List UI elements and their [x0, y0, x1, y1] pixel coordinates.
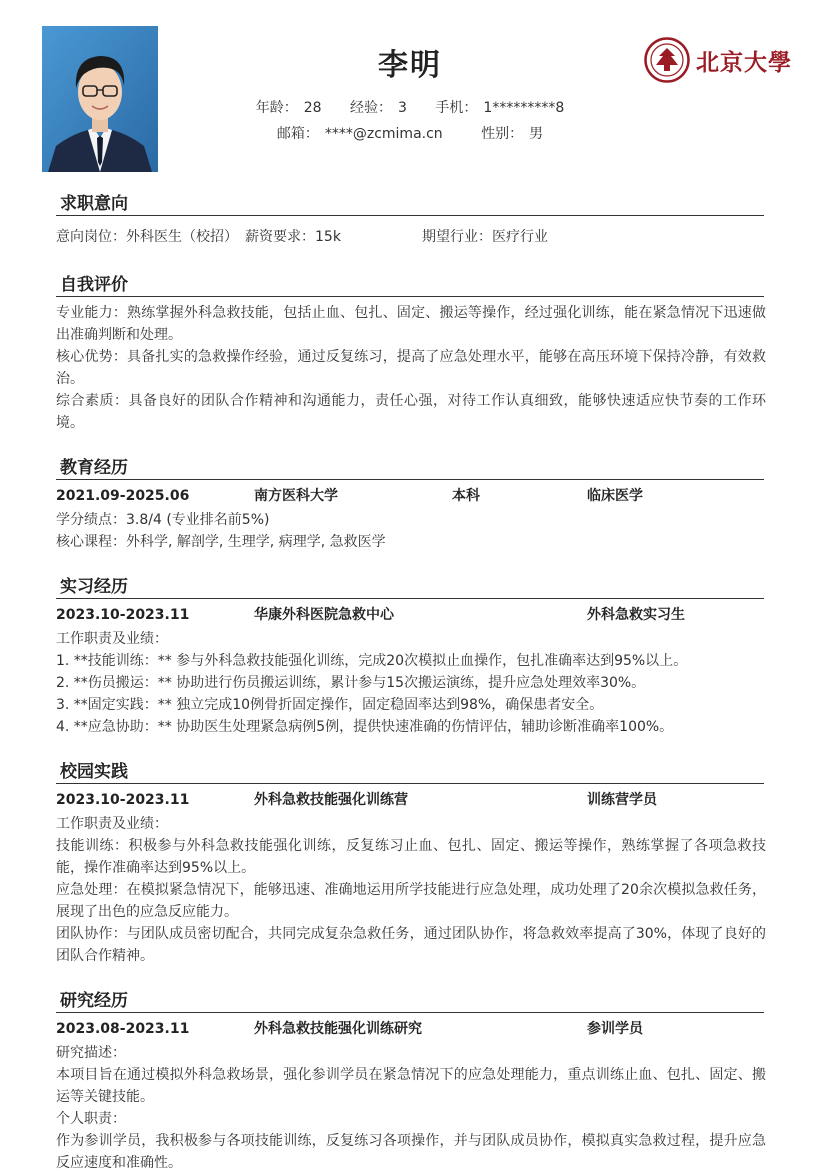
- education-school: 南方医科大学: [254, 488, 338, 504]
- education-courses: 核心课程：外科学, 解剖学, 生理学, 病理学, 急救医学: [56, 534, 386, 550]
- internship-role: 外科急救实习生: [587, 607, 685, 623]
- self-eval-skill: 专业能力：熟练掌握外科急救技能，包括止血、包扎、固定、搬运等操作，经过强化训练，能在紧急情况下迅速做出准确判断和处理。: [56, 305, 766, 343]
- internship-date: 2023.10-2023.11: [56, 607, 190, 623]
- section-divider: [56, 783, 764, 784]
- section-divider: [56, 598, 764, 599]
- section-divider: [56, 479, 764, 480]
- email-value: ****@zcmima.cn: [324, 126, 443, 142]
- education-gpa: 学分绩点：3.8/4 (专业排名前5%): [56, 512, 270, 528]
- education-degree: 本科: [452, 488, 480, 504]
- research-header-row: [56, 1018, 764, 1040]
- section-title-self: 自我评价: [60, 275, 128, 295]
- research-date: 2023.08-2023.11: [56, 1021, 190, 1037]
- list-item: 1. **技能训练：** 参与外科急救技能强化训练，完成20次模拟止血操作，包扎准确率达到95%以上。: [56, 653, 688, 669]
- experience-value: 3: [398, 100, 407, 116]
- university-logo: [644, 36, 794, 84]
- list-item: 3. **固定实践：** 独立完成10例骨折固定操作，固定稳固率达到98%，确保患者安全。: [56, 697, 604, 713]
- basic-info-row-2: [0, 123, 820, 143]
- education-major: 临床医学: [587, 488, 643, 504]
- candidate-name: 李明: [378, 48, 442, 83]
- university-name: 北京大學: [696, 48, 792, 76]
- research-role: 参训学员: [587, 1021, 643, 1037]
- intent-salary: 薪资要求：15k: [245, 229, 341, 245]
- gender-label: 性别：: [481, 126, 524, 142]
- internship-intro: 工作职责及业绩：: [56, 631, 168, 647]
- experience-info: [350, 97, 407, 117]
- section-title-research: 研究经历: [60, 991, 128, 1011]
- education-date: 2021.09-2025.06: [56, 488, 190, 504]
- research-duty: 作为参训学员，我积极参与各项技能训练，反复练习各项操作，并与团队成员协作，模拟真实急救过程，提升应急反应速度和准确性。: [56, 1133, 766, 1171]
- email-info: [277, 123, 443, 143]
- internship-org: 华康外科医院急救中心: [254, 607, 394, 623]
- basic-info-row-1: [0, 97, 820, 117]
- section-divider: [56, 215, 764, 216]
- intent-industry: 期望行业：医疗行业: [422, 229, 548, 245]
- section-title-campus: 校园实践: [60, 762, 128, 782]
- intent-position: 意向岗位：外科医生（校招）: [56, 229, 238, 245]
- phone-value: 1*********8: [483, 100, 565, 116]
- phone-info: [435, 97, 564, 117]
- section-title-education: 教育经历: [60, 458, 128, 478]
- campus-date: 2023.10-2023.11: [56, 792, 190, 808]
- research-duty-label: 个人职责：: [56, 1111, 126, 1127]
- gender-info: [481, 123, 543, 143]
- campus-emergency: 应急处理：在模拟紧急情况下，能够迅速、准确地运用所学技能进行应急处理，成功处理了20余次模拟急救任务，展现了出色的应急反应能力。: [56, 882, 766, 920]
- phone-label: 手机：: [435, 100, 478, 116]
- internship-header-row: [56, 604, 764, 626]
- age-info: [256, 97, 322, 117]
- list-item: 2. **伤员搬运：** 协助进行伤员搬运训练，累计参与15次搬运演练，提升应急处理效率30%。: [56, 675, 646, 691]
- intent-row: [56, 226, 764, 248]
- self-eval-advantage: 核心优势：具备扎实的急救操作经验，通过反复练习，提高了应急处理水平，能够在高压环境下保持冷静，有效救治。: [56, 349, 766, 387]
- research-desc-label: 研究描述：: [56, 1045, 126, 1061]
- campus-org: 外科急救技能强化训练营: [254, 792, 408, 808]
- education-header-row: [56, 485, 764, 507]
- campus-header-row: [56, 789, 764, 811]
- gender-value: 男: [529, 126, 544, 142]
- experience-label: 经验：: [350, 100, 393, 116]
- section-divider: [56, 296, 764, 297]
- section-title-intent: 求职意向: [60, 194, 128, 214]
- section-divider: [56, 1012, 764, 1013]
- campus-teamwork: 团队协作：与团队成员密切配合，共同完成复杂急救任务，通过团队协作，将急救效率提高了30%，体现了良好的团队合作精神。: [56, 926, 766, 964]
- campus-role: 训练营学员: [587, 792, 657, 808]
- self-eval-quality: 综合素质：具备良好的团队合作精神和沟通能力，责任心强，对待工作认真细致，能够快速适应快节奏的工作环境。: [56, 393, 766, 431]
- campus-intro: 工作职责及业绩：: [56, 816, 168, 832]
- age-value: 28: [303, 100, 322, 116]
- age-label: 年龄：: [255, 100, 298, 116]
- research-project: 外科急救技能强化训练研究: [254, 1021, 422, 1037]
- campus-skill: 技能训练：积极参与外科急救技能强化训练，反复练习止血、包扎、固定、搬运等操作，熟练掌握了各项急救技能，操作准确率达到95%以上。: [56, 838, 766, 876]
- email-label: 邮箱：: [276, 126, 319, 142]
- research-desc: 本项目旨在通过模拟外科急救场景，强化参训学员在紧急情况下的应急处理能力，重点训练止血、包扎、固定、搬运等关键技能。: [56, 1067, 766, 1105]
- list-item: 4. **应急协助：** 协助医生处理紧急病例5例，提供快速准确的伤情评估，辅助诊断准确率100%。: [56, 719, 674, 735]
- university-seal-icon: [644, 37, 690, 83]
- section-title-internship: 实习经历: [60, 577, 128, 597]
